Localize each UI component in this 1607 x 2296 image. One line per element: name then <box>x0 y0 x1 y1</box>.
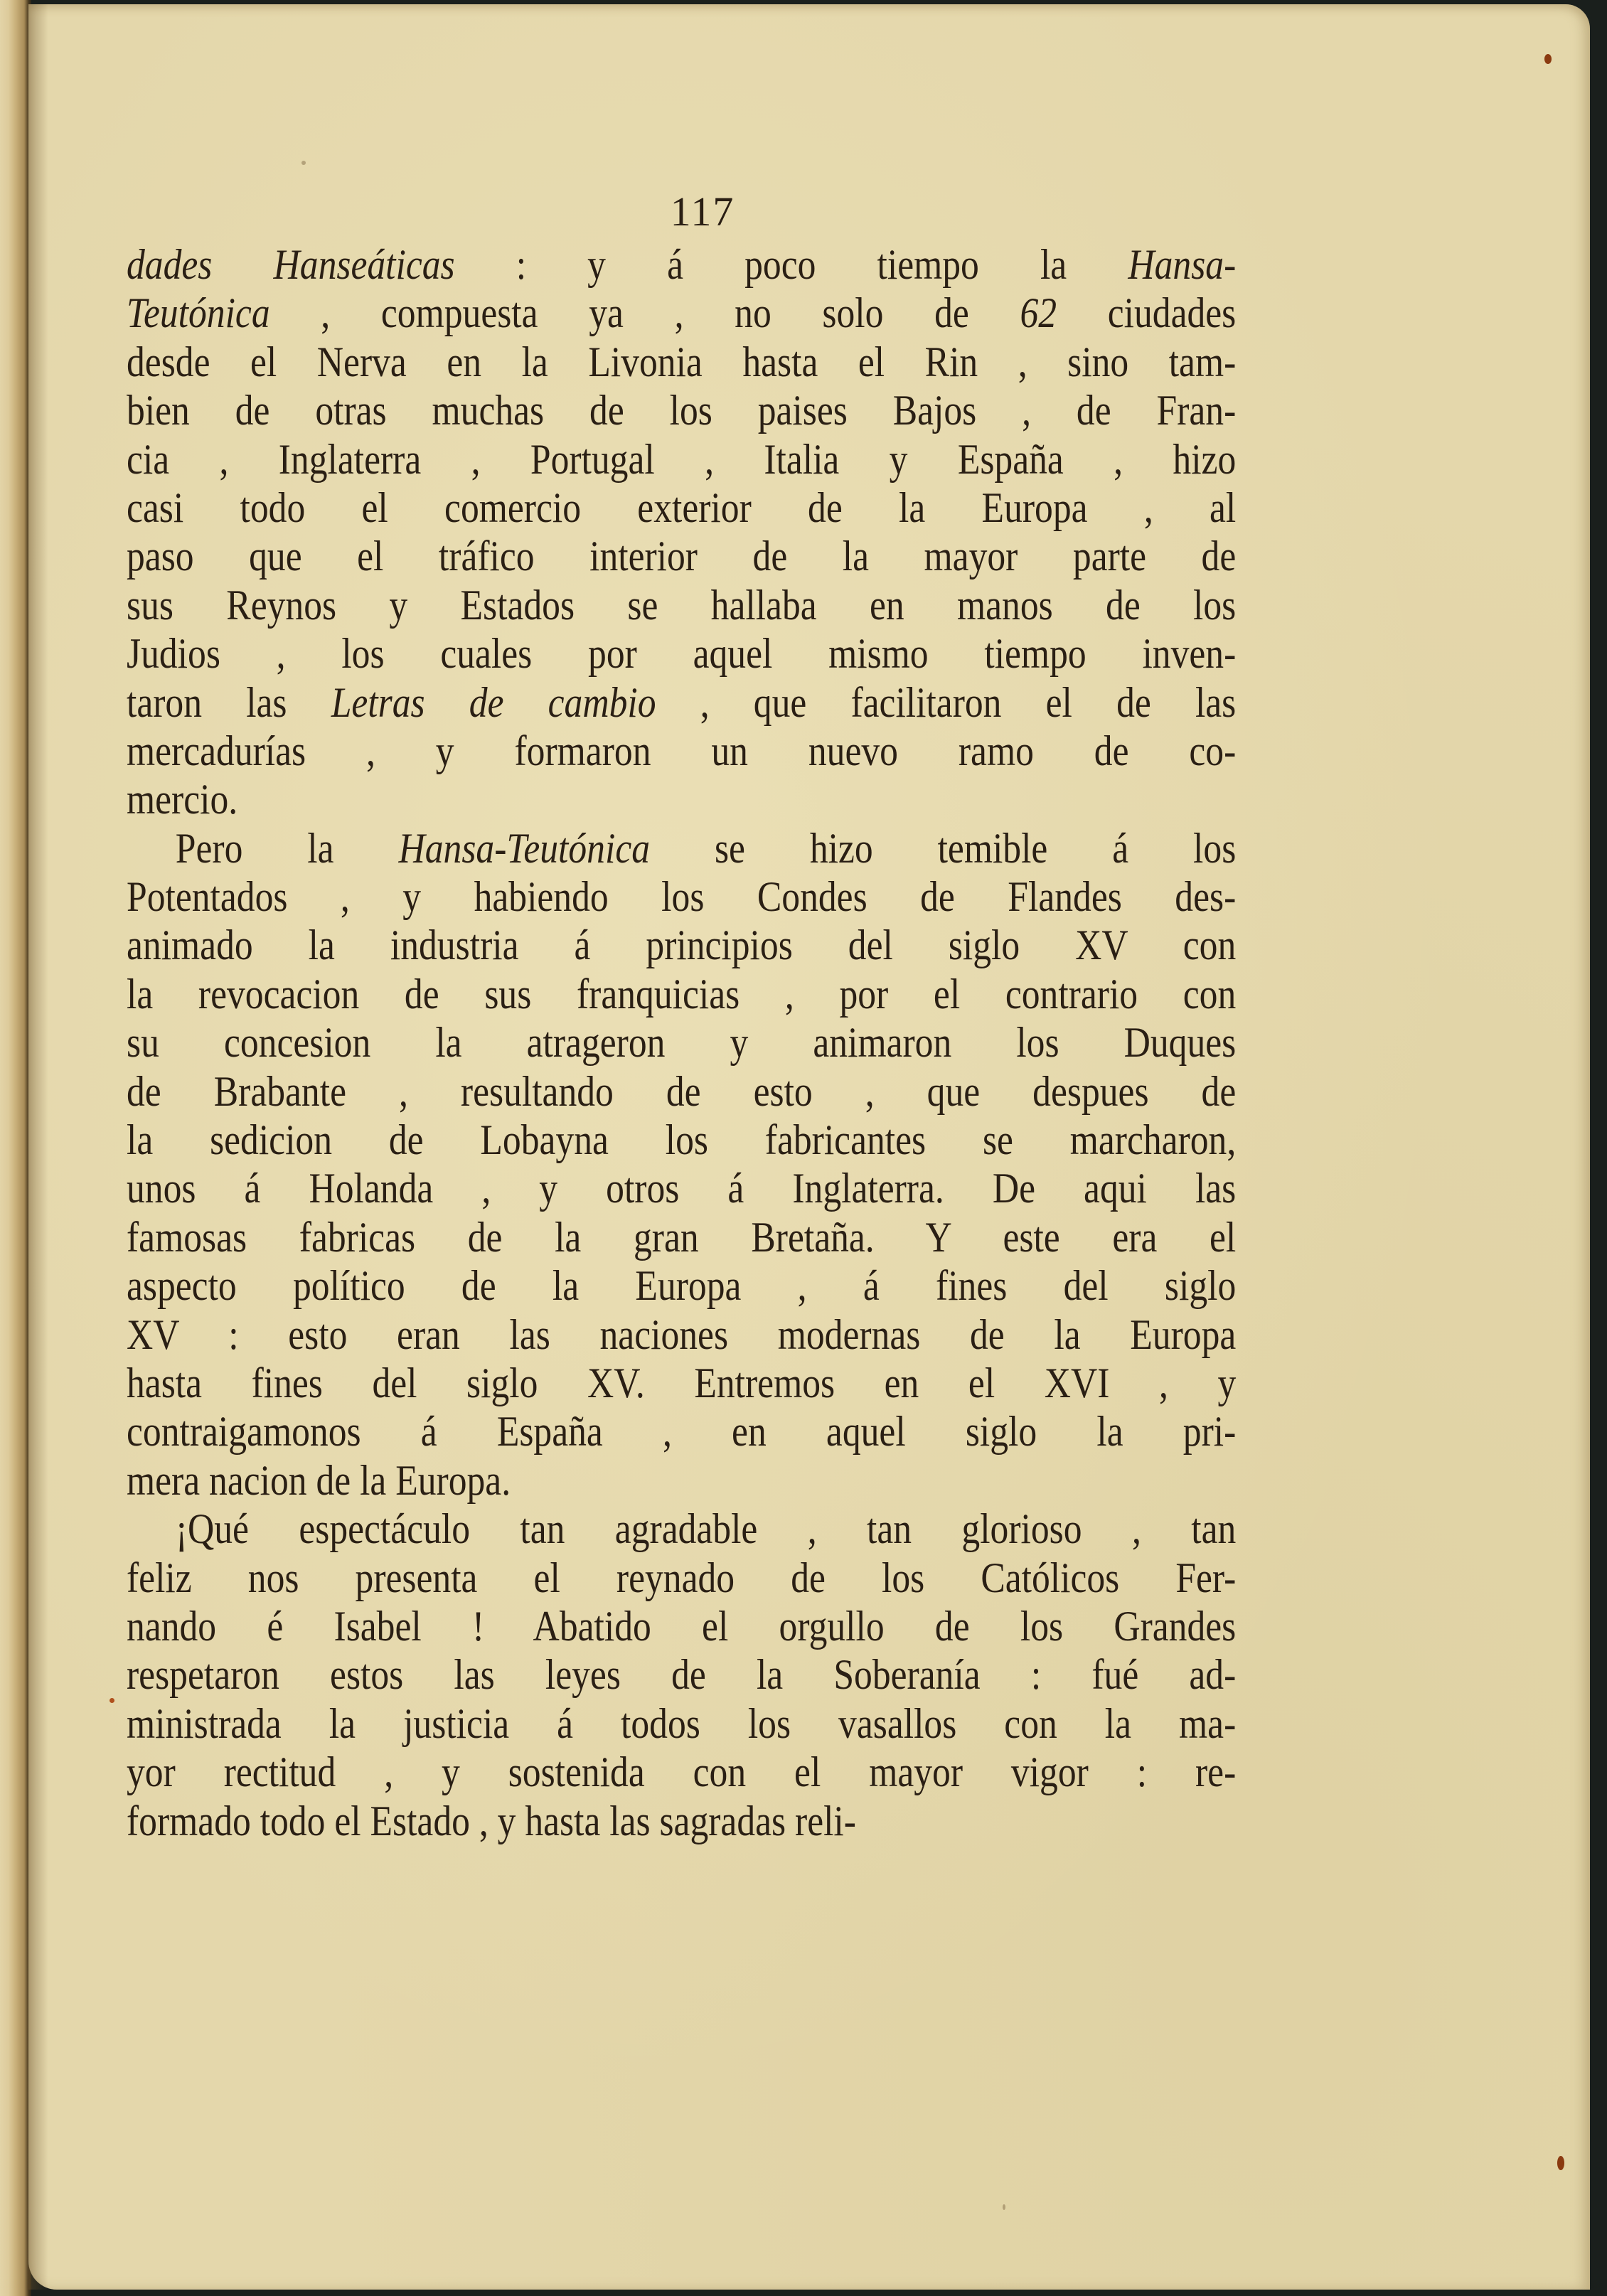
text-line <box>127 678 1236 727</box>
italic-text: Hansa- <box>1128 241 1237 288</box>
text-line <box>127 1650 1236 1699</box>
italic-text: Letras de cambio <box>331 678 656 726</box>
text-line <box>127 629 1236 678</box>
text-line <box>127 386 1236 434</box>
paragraphs <box>127 240 1236 1845</box>
text-run: hasta fines del siglo XV. Entremos en el XVI , y <box>127 1359 1237 1406</box>
text-run: ministrada la justicia á todos los vasallos con la ma- <box>127 1699 1237 1747</box>
text-line <box>127 1164 1236 1212</box>
italic-text: dades Hanseáticas <box>127 241 455 288</box>
text-line <box>127 435 1236 484</box>
ink-stain-bottom-right <box>1557 2156 1564 2170</box>
text-run: su concesion la atrageron y animaron los Duques <box>127 1019 1237 1067</box>
text-line <box>127 1213 1236 1261</box>
text-run: nando é Isabel ! Abatido el orgullo de los Grandes <box>127 1602 1237 1650</box>
text-run: respetaron estos las leyes de la Soberanía : fué ad- <box>127 1651 1237 1699</box>
text-run: aspecto político de la Europa , á fines del siglo <box>127 1262 1237 1310</box>
italic-text: Hansa-Teutónica <box>398 824 651 872</box>
text-line <box>127 1261 1236 1310</box>
text-line <box>127 1407 1236 1456</box>
paper-speck <box>1003 2204 1005 2210</box>
italic-text: Teutónica <box>127 289 270 337</box>
text-run: animado la industria á principios del siglo XV con <box>127 922 1237 969</box>
text-line <box>127 775 1236 823</box>
text-line <box>127 1748 1236 1796</box>
text-run: paso que el tráfico interior de la mayor parte de <box>127 533 1237 580</box>
text-run: de Brabante , resultando de esto , que despues de <box>127 1067 1237 1115</box>
text-line <box>127 484 1236 532</box>
text-line <box>127 1116 1236 1164</box>
text-run: taron las <box>127 678 331 726</box>
text-line <box>127 1505 1236 1553</box>
text-run: Pero la <box>175 824 399 872</box>
text-line <box>127 581 1236 629</box>
text-run: bien de otras muchas de los paises Bajos , de Fran- <box>127 387 1237 434</box>
text-run: unos á Holanda , y otros á Inglaterra. De aqui las <box>127 1165 1237 1212</box>
text-run: sus Reynos y Estados se hallaba en manos de los <box>127 581 1237 629</box>
text-run: cia , Inglaterra , Portugal , Italia y España , hizo <box>127 435 1237 483</box>
text-run: , compuesta ya , no solo de <box>269 289 1020 337</box>
text-line <box>127 1018 1236 1067</box>
text-run: XV : esto eran las naciones modernas de la Europa <box>127 1310 1237 1358</box>
text-line <box>127 970 1236 1018</box>
text-line <box>127 872 1236 921</box>
text-run: la sedicion de Lobayna los fabricantes se marcharon, <box>127 1116 1237 1164</box>
text-run: contraigamonos á España , en aquel siglo la pri- <box>127 1408 1237 1456</box>
text-run: feliz nos presenta el reynado de los Católicos Fer- <box>127 1554 1237 1601</box>
text-run: formado todo el Estado , y hasta las sagradas reli- <box>127 1797 856 1844</box>
text-line <box>127 727 1236 775</box>
text-run: ¡Qué espectáculo tan agradable , tan glorioso , tan <box>175 1505 1237 1553</box>
text-run: desde el Nerva en la Livonia hasta el Rin , sino tam- <box>127 338 1237 385</box>
paragraph <box>127 824 1236 1505</box>
text-line <box>127 1797 1236 1845</box>
text-run: casi todo el comercio exterior de la Europa , al <box>127 484 1237 531</box>
text-run: famosas fabricas de la gran Bretaña. Y este era el <box>127 1213 1237 1261</box>
page-number: 117 <box>670 188 735 235</box>
text-line <box>127 824 1236 872</box>
text-line <box>127 240 1236 289</box>
text-line <box>127 921 1236 969</box>
text-run: mercio. <box>127 776 238 823</box>
text-run: yor rectitud , y sostenida con el mayor vigor : re- <box>127 1748 1237 1796</box>
text-run: : y á poco tiempo la <box>454 241 1128 288</box>
text-run: mera nacion de la Europa. <box>127 1456 511 1504</box>
text-line <box>127 1456 1236 1505</box>
page-text <box>127 188 1237 1845</box>
text-line <box>127 1602 1236 1650</box>
text-line <box>127 338 1236 386</box>
previous-page-edge <box>0 0 31 2296</box>
text-run: , que facilitaron el de las <box>656 678 1237 726</box>
ink-stain-top-right <box>1544 54 1552 64</box>
paper-speck <box>301 161 306 165</box>
text-line <box>127 1699 1236 1748</box>
paragraph <box>127 240 1236 824</box>
text-line <box>127 289 1236 337</box>
text-line <box>127 1310 1236 1359</box>
text-line <box>127 1067 1236 1116</box>
text-run: mercadurías , y formaron un nuevo ramo de co- <box>127 727 1237 774</box>
text-line <box>127 1554 1236 1602</box>
text-run: se hizo temible á los <box>650 824 1237 872</box>
text-run: ciudades <box>1057 289 1237 337</box>
text-run: la revocacion de sus franquicias , por el contrario con <box>127 970 1237 1018</box>
paragraph <box>127 1505 1236 1845</box>
text-run: Potentados , y habiendo los Condes de Flandes des- <box>127 873 1237 921</box>
text-run: Judios , los cuales por aquel mismo tiempo inven- <box>127 630 1237 678</box>
text-line <box>127 1359 1236 1407</box>
italic-text: 62 <box>1020 289 1057 337</box>
margin-mark <box>110 1698 114 1703</box>
text-line <box>127 532 1236 580</box>
